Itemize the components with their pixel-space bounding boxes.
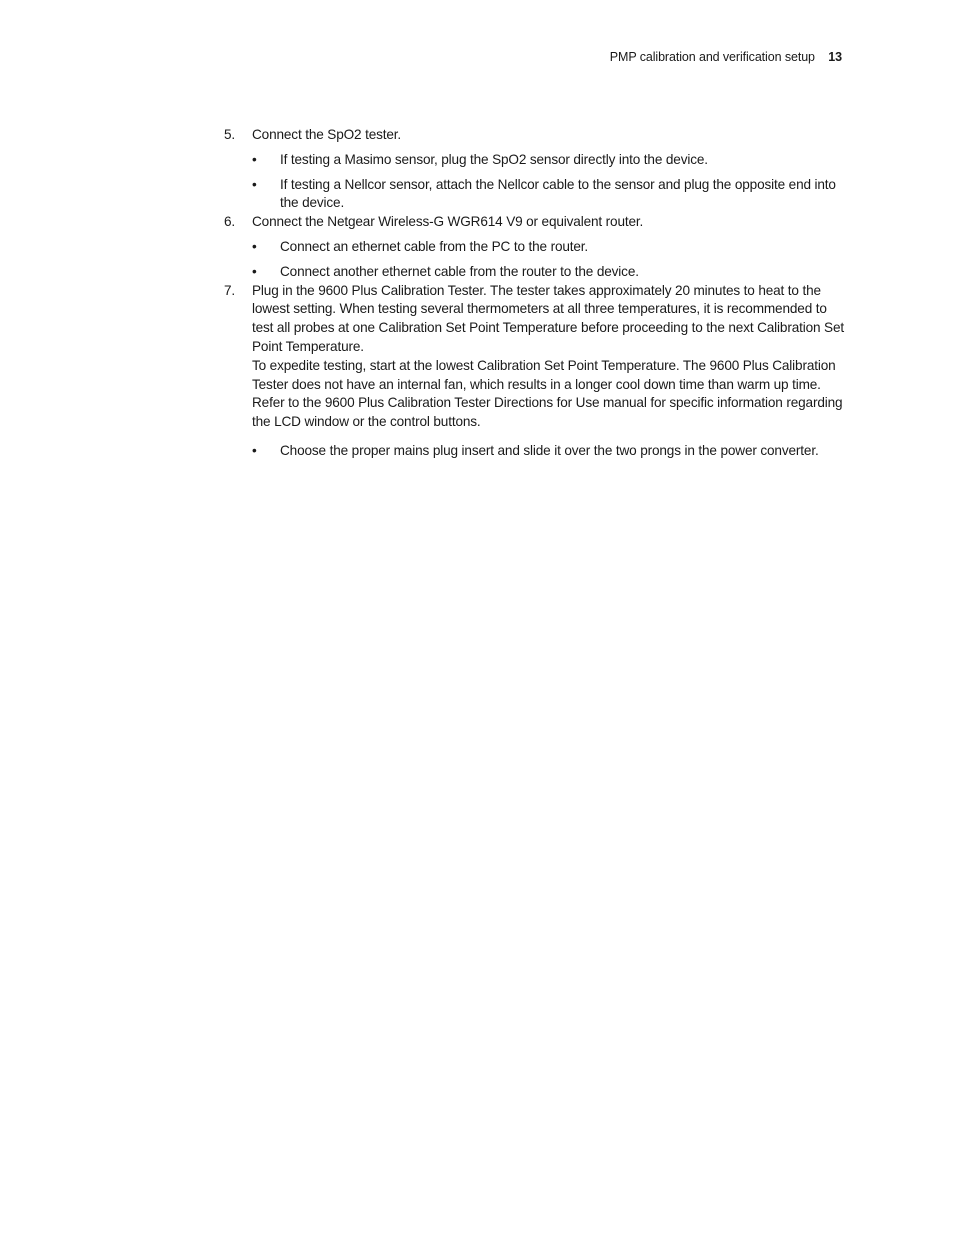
list-item	[252, 238, 846, 257]
step-text: Connect the Netgear Wireless-G WGR614 V9 or equivalent router.	[252, 214, 644, 230]
bullet-text: Choose the proper mains plug insert and slide it over the two prongs in the power converter.	[280, 442, 819, 458]
bullet-list	[252, 442, 846, 461]
section-title: PMP calibration and verification setup	[609, 50, 815, 64]
bullet-icon: •	[252, 238, 257, 254]
step-text: Connect the SpO2 tester.	[252, 127, 402, 142]
bullet-text: If testing a Masimo sensor, plug the SpO2 sensor directly into the device.	[280, 151, 708, 167]
step-6	[224, 213, 846, 281]
bullet-icon: •	[252, 176, 257, 192]
step-7	[224, 282, 846, 461]
bullet-icon: •	[252, 151, 257, 167]
bullet-list	[252, 151, 846, 213]
step-note: To expedite testing, start at the lowest Calibration Set Point Temperature. The 9600 Plus Calibration Tester does not have an internal fan, which results in a longer cool down time than warm up time. Refer to the 9600 Plus Calibration Tester Directions for Use manual for specific information regarding the LCD window or the control buttons.	[252, 357, 843, 430]
bullet-text: Connect another ethernet cable from the router to the device.	[280, 263, 639, 279]
list-item	[252, 263, 846, 282]
step-number: 6.	[224, 214, 236, 230]
step-text: Plug in the 9600 Plus Calibration Tester. The tester takes approximately 20 minutes to heat to the lowest setting. When testing several thermometers at all three temperatures, it is recommended to test all probes at one Calibration Set Point Temperature before proceeding to the next Calibration Set Point Temperature.	[252, 282, 845, 354]
list-item	[252, 151, 846, 170]
page-number: 13	[828, 50, 842, 64]
bullet-text: If testing a Nellcor sensor, attach the Nellcor cable to the sensor and plug the opposite end into the device.	[280, 176, 836, 211]
running-header	[610, 50, 842, 64]
bullet-list	[252, 238, 846, 282]
list-item	[252, 442, 846, 461]
bullet-icon: •	[252, 442, 257, 458]
bullet-text: Connect an ethernet cable from the PC to the router.	[280, 238, 589, 254]
step-number: 7.	[224, 282, 236, 298]
step-5	[224, 126, 846, 213]
bullet-icon: •	[252, 263, 257, 279]
page-body	[224, 126, 846, 461]
step-number: 5.	[224, 127, 236, 142]
list-item	[252, 176, 846, 214]
